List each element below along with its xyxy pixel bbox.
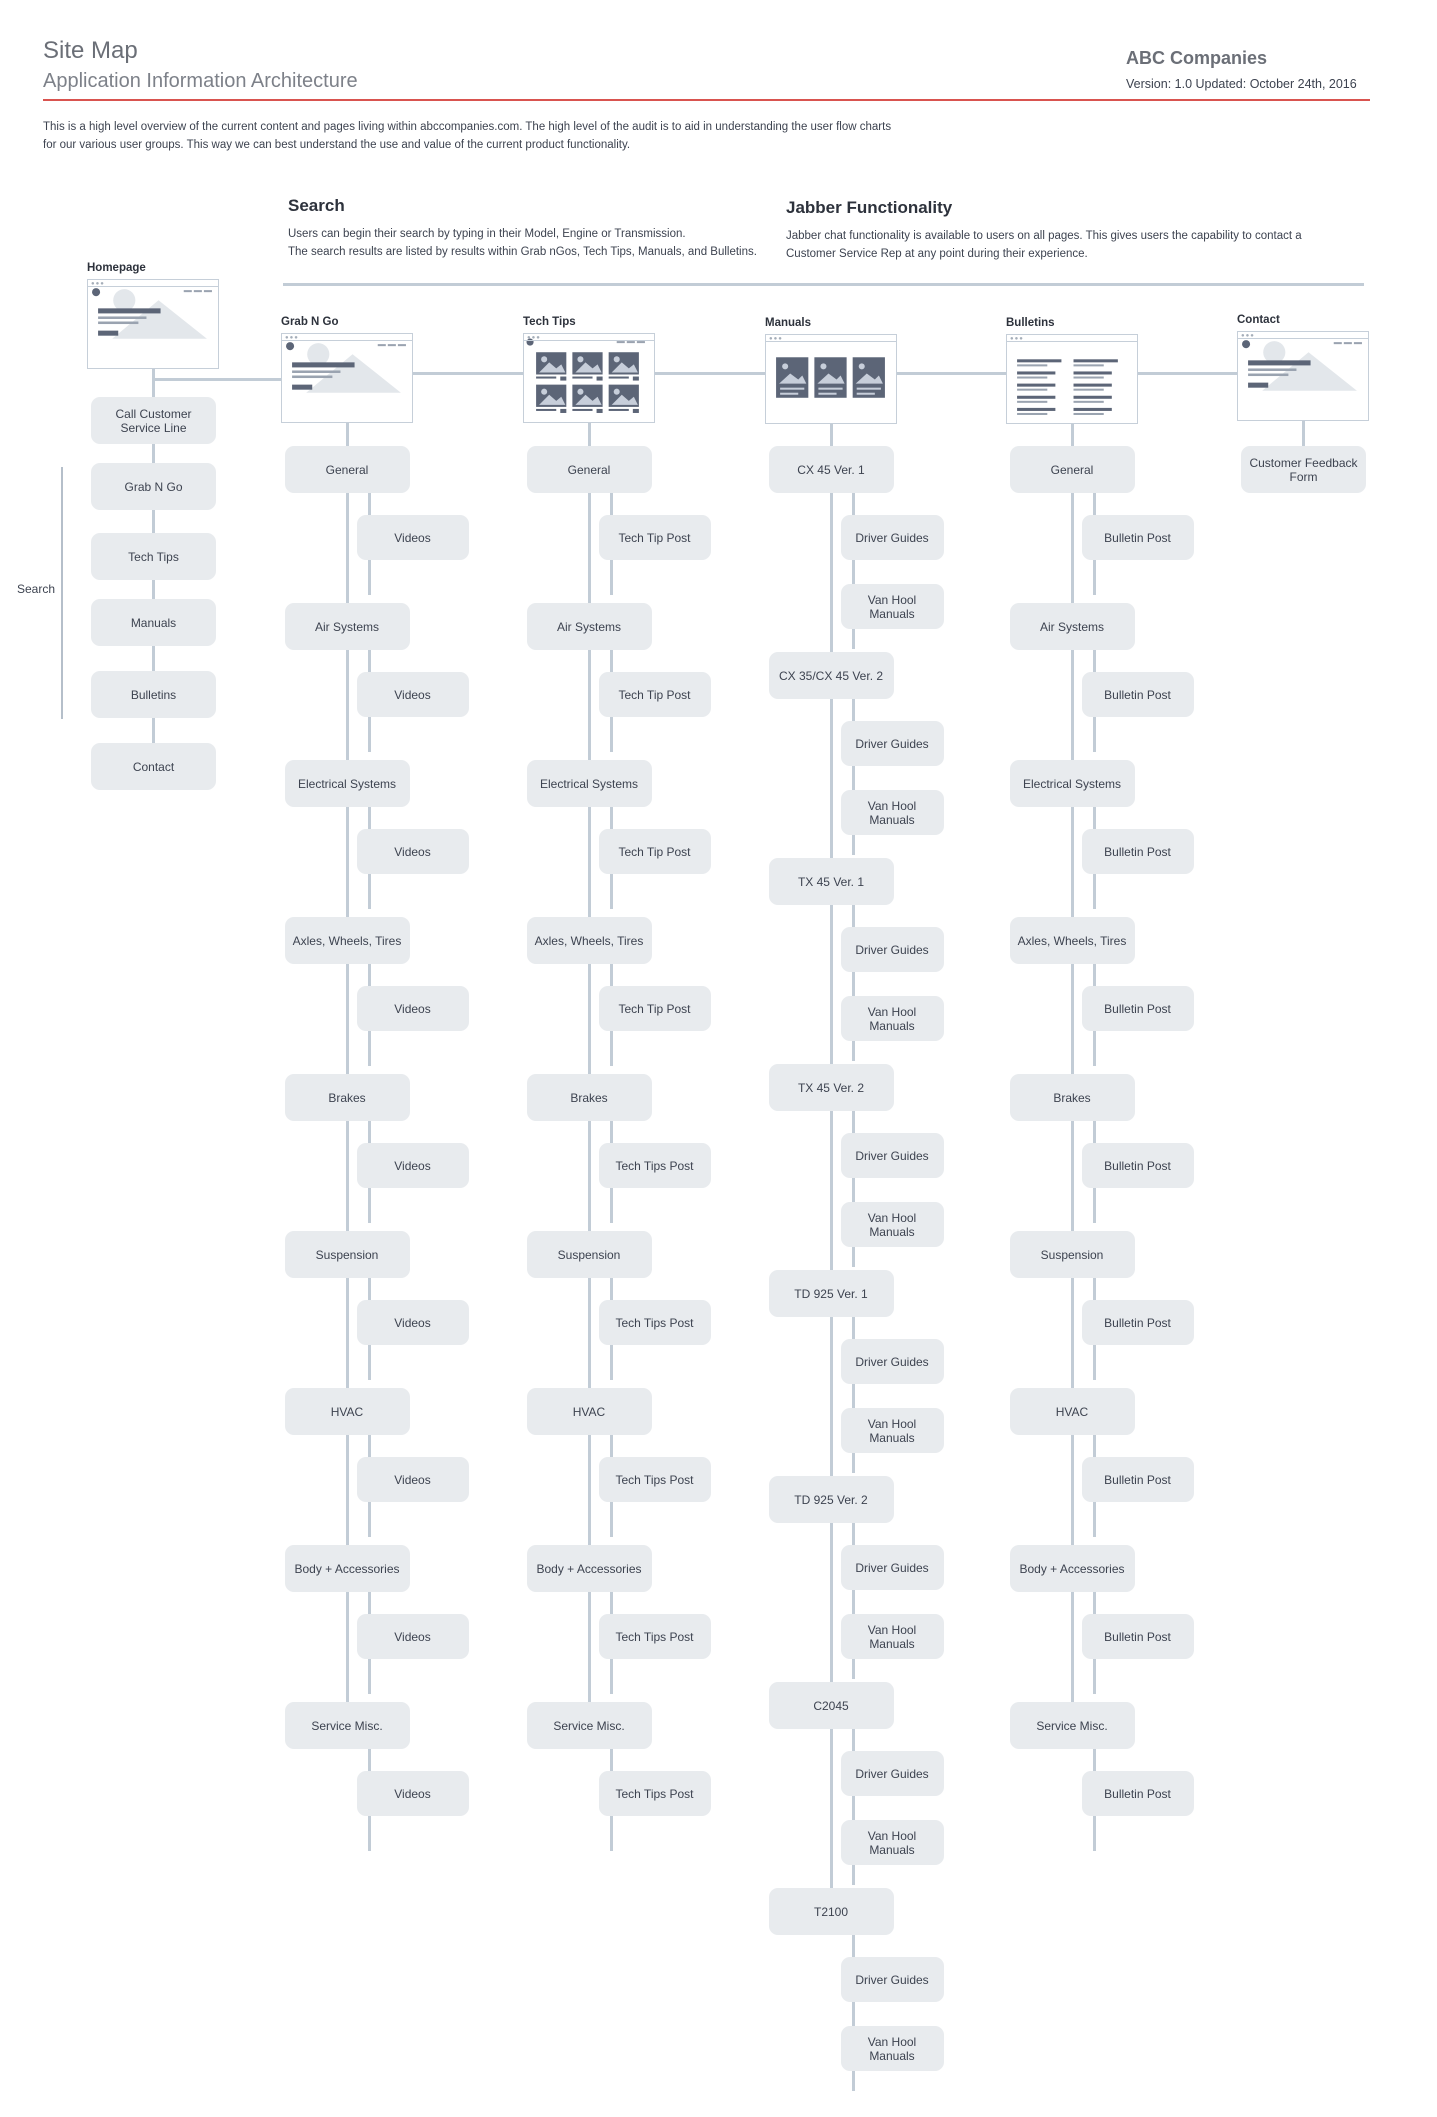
manuals-label: Manuals <box>765 317 812 329</box>
bulletins-general-label: General <box>1050 462 1094 477</box>
tech-tips-service-misc--label: Service Misc. <box>553 1718 625 1733</box>
grab-n-go-hvac-videos-label: Videos <box>394 1472 431 1487</box>
manuals-tx-45-ver-2-driver-guides-label: Driver Guides <box>855 1148 929 1163</box>
grab-n-go-air-systems-label: Air Systems <box>314 619 379 634</box>
manuals-t2100-driver-guides[interactable] <box>841 1957 944 2002</box>
manuals-c2045-driver-guides[interactable] <box>841 1751 944 1796</box>
grab-n-go-body-accessories-videos-label: Videos <box>394 1629 431 1644</box>
tech-tips-electrical-systems-label: Electrical Systems <box>539 776 639 791</box>
manuals-td-925-ver-2-van-hool-manuals[interactable] <box>841 1614 944 1659</box>
header-divider <box>43 99 1370 101</box>
grab-n-go-electrical-systems-videos-label: Videos <box>394 844 431 859</box>
tech-tips-suspension-tech-tips-post[interactable] <box>599 1300 711 1345</box>
manuals-cx-45-ver-1-van-hool-manuals-label: Van Hool Manuals <box>867 592 917 621</box>
bulletins-electrical-systems-bulletin-post[interactable] <box>1082 829 1194 874</box>
jabber-heading: Jabber Functionality <box>786 198 953 217</box>
intro-line-2: for our various user groups. This way we can best understand the use and value of the current product functionality. <box>43 139 631 151</box>
tech-tips-service-misc-[interactable] <box>527 1702 652 1749</box>
tech-tips-thumbnail[interactable] <box>523 333 655 423</box>
page-title: Site Map <box>43 37 138 64</box>
tech-tips-electrical-systems[interactable] <box>527 760 652 807</box>
manuals-td-925-ver-1-van-hool-manuals-label: Van Hool Manuals <box>867 1416 917 1445</box>
grab-n-go-body-accessories-videos[interactable] <box>357 1614 469 1659</box>
tech-tips-brakes-label: Brakes <box>570 1090 608 1105</box>
bulletins-body-accessories-label: Body + Accessories <box>1019 1561 1125 1576</box>
manuals-td-925-ver-1-label: TD 925 Ver. 1 <box>794 1286 868 1301</box>
thumbnail-browser-bar <box>524 334 654 341</box>
homepage-item-tech-tips[interactable] <box>91 533 216 580</box>
manuals-tx-45-ver-2-label: TX 45 Ver. 2 <box>797 1080 865 1095</box>
homepage-item-tech-tips-label: Tech Tips <box>128 549 179 564</box>
bulletins-axles-wheels-tires-label: Axles, Wheels, Tires <box>1017 933 1127 948</box>
manuals-td-925-ver-2-driver-guides-label: Driver Guides <box>855 1560 929 1575</box>
bulletins-service-misc-[interactable] <box>1010 1702 1135 1749</box>
manuals-c2045[interactable] <box>769 1682 894 1729</box>
grab-n-go-suspension[interactable] <box>285 1231 410 1278</box>
grab-n-go-body-accessories[interactable] <box>285 1545 410 1592</box>
manuals-tx-45-ver-1-driver-guides[interactable] <box>841 927 944 972</box>
tech-tips-brakes-tech-tips-post[interactable] <box>599 1143 711 1188</box>
bulletins-brakes-label: Brakes <box>1053 1090 1091 1105</box>
manuals-td-925-ver-1-van-hool-manuals[interactable] <box>841 1408 944 1453</box>
manuals-tx-45-ver-2[interactable] <box>769 1064 894 1111</box>
thumbnail-window-dots-icon: ●●● <box>285 335 299 341</box>
manuals-tx-45-ver-2-van-hool-manuals-label: Van Hool Manuals <box>867 1210 917 1239</box>
homepage-item-manuals[interactable] <box>91 599 216 646</box>
manuals-cx-35-cx-45-ver-2-label: CX 35/CX 45 Ver. 2 <box>778 668 884 683</box>
bulletins-label: Bulletins <box>1006 317 1055 329</box>
tech-tips-brakes[interactable] <box>527 1074 652 1121</box>
bulletins-service-misc--bulletin-post-label: Bulletin Post <box>1104 1786 1171 1801</box>
contact-customer-feedback-form[interactable] <box>1241 446 1366 493</box>
grab-n-go-electrical-systems-videos[interactable] <box>357 829 469 874</box>
manuals-thumbnail[interactable] <box>765 334 897 424</box>
manuals-tx-45-ver-1-driver-guides-label: Driver Guides <box>855 942 929 957</box>
tech-tips-label: Tech Tips <box>523 316 576 328</box>
homepage-item-contact[interactable] <box>91 743 216 790</box>
thumbnail-browser-bar <box>1238 332 1368 339</box>
grab-n-go-suspension-videos-label: Videos <box>394 1315 431 1330</box>
bulletins-electrical-systems-bulletin-post-label: Bulletin Post <box>1104 844 1171 859</box>
thumbnail-artwork <box>282 334 412 415</box>
bulletins-body-accessories[interactable] <box>1010 1545 1135 1592</box>
grab-n-go-service-misc--videos-label: Videos <box>394 1786 431 1801</box>
grab-n-go-body-accessories-label: Body + Accessories <box>294 1561 400 1576</box>
manuals-tx-45-ver-2-van-hool-manuals[interactable] <box>841 1202 944 1247</box>
manuals-td-925-ver-1[interactable] <box>769 1270 894 1317</box>
search-side-label: Search <box>17 582 56 596</box>
jabber-description-line-2: Customer Service Rep at any point during their experience. <box>786 248 1088 260</box>
grab-n-go-suspension-videos[interactable] <box>357 1300 469 1345</box>
manuals-cx-45-ver-1-driver-guides[interactable] <box>841 515 944 560</box>
bulletins-suspension-bulletin-post-label: Bulletin Post <box>1104 1315 1171 1330</box>
manuals-cx-35-cx-45-ver-2-driver-guides[interactable] <box>841 721 944 766</box>
thumbnail-browser-bar <box>766 335 896 342</box>
manuals-c2045-label: C2045 <box>813 1698 849 1713</box>
grab-n-go-hvac-label: HVAC <box>330 1404 364 1419</box>
grab-n-go-thumbnail[interactable] <box>281 333 413 423</box>
tech-tips-service-misc--tech-tips-post[interactable] <box>599 1771 711 1816</box>
grab-n-go-brakes-videos[interactable] <box>357 1143 469 1188</box>
grab-n-go-air-systems-videos-label: Videos <box>394 687 431 702</box>
tech-tips-electrical-systems-tech-tip-post-label: Tech Tip Post <box>618 844 691 859</box>
manuals-cx-45-ver-1-van-hool-manuals[interactable] <box>841 584 944 629</box>
thumbnail-browser-bar <box>282 334 412 341</box>
tech-tips-axles-wheels-tires-tech-tip-post[interactable] <box>599 986 711 1031</box>
thumbnail-window-dots-icon: ●●● <box>1241 333 1255 339</box>
thumbnail-window-dots-icon: ●●● <box>769 336 783 342</box>
bulletins-service-misc--bulletin-post[interactable] <box>1082 1771 1194 1816</box>
bulletins-thumbnail[interactable] <box>1006 334 1138 424</box>
manuals-td-925-ver-1-driver-guides-label: Driver Guides <box>855 1354 929 1369</box>
manuals-cx-35-cx-45-ver-2[interactable] <box>769 652 894 699</box>
jabber-description <box>786 227 1346 263</box>
thumbnail-artwork <box>88 280 218 361</box>
grab-n-go-axles-wheels-tires[interactable] <box>285 917 410 964</box>
tech-tips-brakes-tech-tips-post-label: Tech Tips Post <box>615 1158 694 1173</box>
grabngo-to-techtips-connector <box>413 372 525 375</box>
grab-n-go-electrical-systems-label: Electrical Systems <box>297 776 397 791</box>
homepage-item-contact-label: Contact <box>132 759 175 774</box>
intro-line-1: This is a high level overview of the current content and pages living within abccompanies.com. The high level of the audit is to aid in understanding the user flow charts <box>43 121 892 133</box>
bulletins-air-systems-label: Air Systems <box>1039 619 1104 634</box>
bulletins-air-systems-bulletin-post-label: Bulletin Post <box>1104 687 1171 702</box>
grab-n-go-general-label: General <box>325 462 369 477</box>
homepage-item-grab-n-go[interactable] <box>91 463 216 510</box>
homepage-item-bulletins[interactable] <box>91 671 216 718</box>
thumbnail-artwork <box>1238 332 1368 413</box>
bulletins-brakes[interactable] <box>1010 1074 1135 1121</box>
grab-n-go-label: Grab N Go <box>281 316 339 328</box>
manuals-td-925-ver-2[interactable] <box>769 1476 894 1523</box>
bulletins-air-systems[interactable] <box>1010 603 1135 650</box>
search-heading: Search <box>288 196 345 215</box>
tech-tips-general-tech-tip-post-label: Tech Tip Post <box>618 530 691 545</box>
contact-label: Contact <box>1237 314 1280 326</box>
grab-n-go-suspension-label: Suspension <box>315 1247 379 1262</box>
bulletins-hvac-bulletin-post[interactable] <box>1082 1457 1194 1502</box>
bulletins-suspension-bulletin-post[interactable] <box>1082 1300 1194 1345</box>
manuals-tx-45-ver-1-van-hool-manuals-label: Van Hool Manuals <box>867 1004 917 1033</box>
manuals-tx-45-ver-2-driver-guides[interactable] <box>841 1133 944 1178</box>
bulletins-brakes-bulletin-post-label: Bulletin Post <box>1104 1158 1171 1173</box>
grab-n-go-electrical-systems[interactable] <box>285 760 410 807</box>
tech-tips-air-systems[interactable] <box>527 603 652 650</box>
homepage-item-grab-n-go-label: Grab N Go <box>124 479 183 494</box>
tech-tips-body-accessories-tech-tips-post[interactable] <box>599 1614 711 1659</box>
tech-tips-air-systems-label: Air Systems <box>556 619 621 634</box>
manuals-t2100-van-hool-manuals[interactable] <box>841 2026 944 2071</box>
grab-n-go-service-misc-[interactable] <box>285 1702 410 1749</box>
grab-n-go-brakes-label: Brakes <box>328 1090 366 1105</box>
page-subtitle: Application Information Architecture <box>43 70 358 92</box>
contact-customer-feedback-form-label: Customer Feedback Form <box>1249 455 1358 484</box>
manuals-tx-45-ver-1-van-hool-manuals[interactable] <box>841 996 944 1041</box>
manuals-td-925-ver-2-driver-guides[interactable] <box>841 1545 944 1590</box>
bulletins-electrical-systems-label: Electrical Systems <box>1022 776 1122 791</box>
thumbnail-browser-bar <box>1007 335 1137 342</box>
grab-n-go-general[interactable] <box>285 446 410 493</box>
bulletins-general-bulletin-post[interactable] <box>1082 515 1194 560</box>
search-description <box>288 225 808 261</box>
manuals-td-925-ver-1-driver-guides[interactable] <box>841 1339 944 1384</box>
tech-tips-axles-wheels-tires-tech-tip-post-label: Tech Tip Post <box>618 1001 691 1016</box>
grab-n-go-brakes[interactable] <box>285 1074 410 1121</box>
tech-tips-hvac-tech-tips-post-label: Tech Tips Post <box>615 1472 694 1487</box>
tech-tips-hvac[interactable] <box>527 1388 652 1435</box>
grab-n-go-general-videos[interactable] <box>357 515 469 560</box>
search-description-line-2: The search results are listed by results within Grab nGos, Tech Tips, Manuals, and Bulletins. <box>288 246 757 258</box>
company-name: ABC Companies <box>1126 48 1268 68</box>
tech-tips-air-systems-tech-tip-post-label: Tech Tip Post <box>618 687 691 702</box>
thumbnail-browser-bar <box>88 280 218 287</box>
bulletins-service-misc--label: Service Misc. <box>1036 1718 1108 1733</box>
search-bracket <box>61 467 63 719</box>
bulletins-axles-wheels-tires-bulletin-post-label: Bulletin Post <box>1104 1001 1171 1016</box>
homepage-item-call-customer-service-line-label: Call Customer Service Line <box>115 406 192 435</box>
thumbnail-artwork <box>524 334 654 415</box>
manuals-cx-45-ver-1-driver-guides-label: Driver Guides <box>855 530 929 545</box>
manuals-cx-45-ver-1[interactable] <box>769 446 894 493</box>
tech-tips-air-systems-tech-tip-post[interactable] <box>599 672 711 717</box>
version-info: Version: 1.0 Updated: October 24th, 2016 <box>1126 77 1357 91</box>
manuals-c2045-van-hool-manuals[interactable] <box>841 1820 944 1865</box>
tech-tips-hvac-label: HVAC <box>572 1404 606 1419</box>
thumbnail-artwork <box>1007 335 1137 416</box>
thumbnail-window-dots-icon: ●●● <box>91 281 105 287</box>
grab-n-go-air-systems-videos[interactable] <box>357 672 469 717</box>
grab-n-go-brakes-videos-label: Videos <box>394 1158 431 1173</box>
bulletins-body-accessories-bulletin-post-label: Bulletin Post <box>1104 1629 1171 1644</box>
bulletins-electrical-systems[interactable] <box>1010 760 1135 807</box>
grab-n-go-service-misc--label: Service Misc. <box>311 1718 383 1733</box>
grab-n-go-axles-wheels-tires-videos[interactable] <box>357 986 469 1031</box>
grab-n-go-air-systems[interactable] <box>285 603 410 650</box>
bulletins-hvac-bulletin-post-label: Bulletin Post <box>1104 1472 1171 1487</box>
tech-tips-axles-wheels-tires[interactable] <box>527 917 652 964</box>
thumbnail-window-dots-icon: ●●● <box>1010 336 1024 342</box>
tech-tips-general-tech-tip-post[interactable] <box>599 515 711 560</box>
bulletins-axles-wheels-tires-bulletin-post[interactable] <box>1082 986 1194 1031</box>
manuals-t2100-van-hool-manuals-label: Van Hool Manuals <box>867 2034 917 2063</box>
tech-tips-general[interactable] <box>527 446 652 493</box>
manuals-t2100-driver-guides-label: Driver Guides <box>855 1972 929 1987</box>
bulletins-general[interactable] <box>1010 446 1135 493</box>
bulletins-to-contact-connector <box>1138 372 1238 375</box>
tech-tips-suspension-tech-tips-post-label: Tech Tips Post <box>615 1315 694 1330</box>
bulletins-brakes-bulletin-post[interactable] <box>1082 1143 1194 1188</box>
tech-tips-suspension[interactable] <box>527 1231 652 1278</box>
grab-n-go-hvac-videos[interactable] <box>357 1457 469 1502</box>
manuals-tx-45-ver-1[interactable] <box>769 858 894 905</box>
bulletins-general-bulletin-post-label: Bulletin Post <box>1104 530 1171 545</box>
tech-tips-hvac-tech-tips-post[interactable] <box>599 1457 711 1502</box>
tech-tips-suspension-label: Suspension <box>557 1247 621 1262</box>
tech-tips-body-accessories-label: Body + Accessories <box>536 1561 642 1576</box>
bulletins-body-accessories-bulletin-post[interactable] <box>1082 1614 1194 1659</box>
homepage-item-manuals-label: Manuals <box>130 615 177 630</box>
manuals-to-bulletins-connector <box>897 372 1008 375</box>
manuals-cx-35-cx-45-ver-2-van-hool-manuals[interactable] <box>841 790 944 835</box>
search-section-divider <box>283 283 1364 286</box>
manuals-t2100-label: T2100 <box>813 1904 849 1919</box>
bulletins-suspension-label: Suspension <box>1040 1247 1104 1262</box>
thumbnail-window-dots-icon: ●●● <box>527 335 541 341</box>
manuals-tx-45-ver-1-label: TX 45 Ver. 1 <box>797 874 865 889</box>
homepage-thumbnail[interactable] <box>87 279 219 369</box>
grab-n-go-hvac[interactable] <box>285 1388 410 1435</box>
bulletins-suspension[interactable] <box>1010 1231 1135 1278</box>
techtips-to-manuals-connector <box>655 372 766 375</box>
manuals-t2100[interactable] <box>769 1888 894 1935</box>
grab-n-go-axles-wheels-tires-label: Axles, Wheels, Tires <box>292 933 402 948</box>
manuals-cx-35-cx-45-ver-2-driver-guides-label: Driver Guides <box>855 736 929 751</box>
tech-tips-general-label: General <box>567 462 611 477</box>
tech-tips-body-accessories-tech-tips-post-label: Tech Tips Post <box>615 1629 694 1644</box>
manuals-cx-45-ver-1-label: CX 45 Ver. 1 <box>797 462 865 477</box>
search-description-line-1: Users can begin their search by typing in their Model, Engine or Transmission. <box>288 228 686 240</box>
homepage-item-call-customer-service-line[interactable] <box>91 397 216 444</box>
thumbnail-artwork <box>766 335 896 416</box>
bulletins-hvac[interactable] <box>1010 1388 1135 1435</box>
grab-n-go-general-videos-label: Videos <box>394 530 431 545</box>
jabber-description-line-1: Jabber chat functionality is available to users on all pages. This gives users the capability to contact a <box>786 230 1302 242</box>
homepage-item-bulletins-label: Bulletins <box>130 687 177 702</box>
manuals-cx-35-cx-45-ver-2-van-hool-manuals-label: Van Hool Manuals <box>867 798 917 827</box>
bulletins-air-systems-bulletin-post[interactable] <box>1082 672 1194 717</box>
grab-n-go-axles-wheels-tires-videos-label: Videos <box>394 1001 431 1016</box>
tech-tips-electrical-systems-tech-tip-post[interactable] <box>599 829 711 874</box>
intro-text <box>43 118 923 154</box>
homepage-label: Homepage <box>87 262 146 274</box>
tech-tips-body-accessories[interactable] <box>527 1545 652 1592</box>
manuals-td-925-ver-2-label: TD 925 Ver. 2 <box>794 1492 868 1507</box>
homepage-to-columns-connector <box>153 378 283 381</box>
contact-thumbnail[interactable] <box>1237 331 1369 421</box>
bulletins-hvac-label: HVAC <box>1055 1404 1089 1419</box>
manuals-c2045-van-hool-manuals-label: Van Hool Manuals <box>867 1828 917 1857</box>
manuals-td-925-ver-2-van-hool-manuals-label: Van Hool Manuals <box>867 1622 917 1651</box>
contact-spine <box>1302 421 1305 446</box>
bulletins-axles-wheels-tires[interactable] <box>1010 917 1135 964</box>
tech-tips-axles-wheels-tires-label: Axles, Wheels, Tires <box>534 933 644 948</box>
tech-tips-service-misc--tech-tips-post-label: Tech Tips Post <box>615 1786 694 1801</box>
grab-n-go-service-misc--videos[interactable] <box>357 1771 469 1816</box>
manuals-c2045-driver-guides-label: Driver Guides <box>855 1766 929 1781</box>
